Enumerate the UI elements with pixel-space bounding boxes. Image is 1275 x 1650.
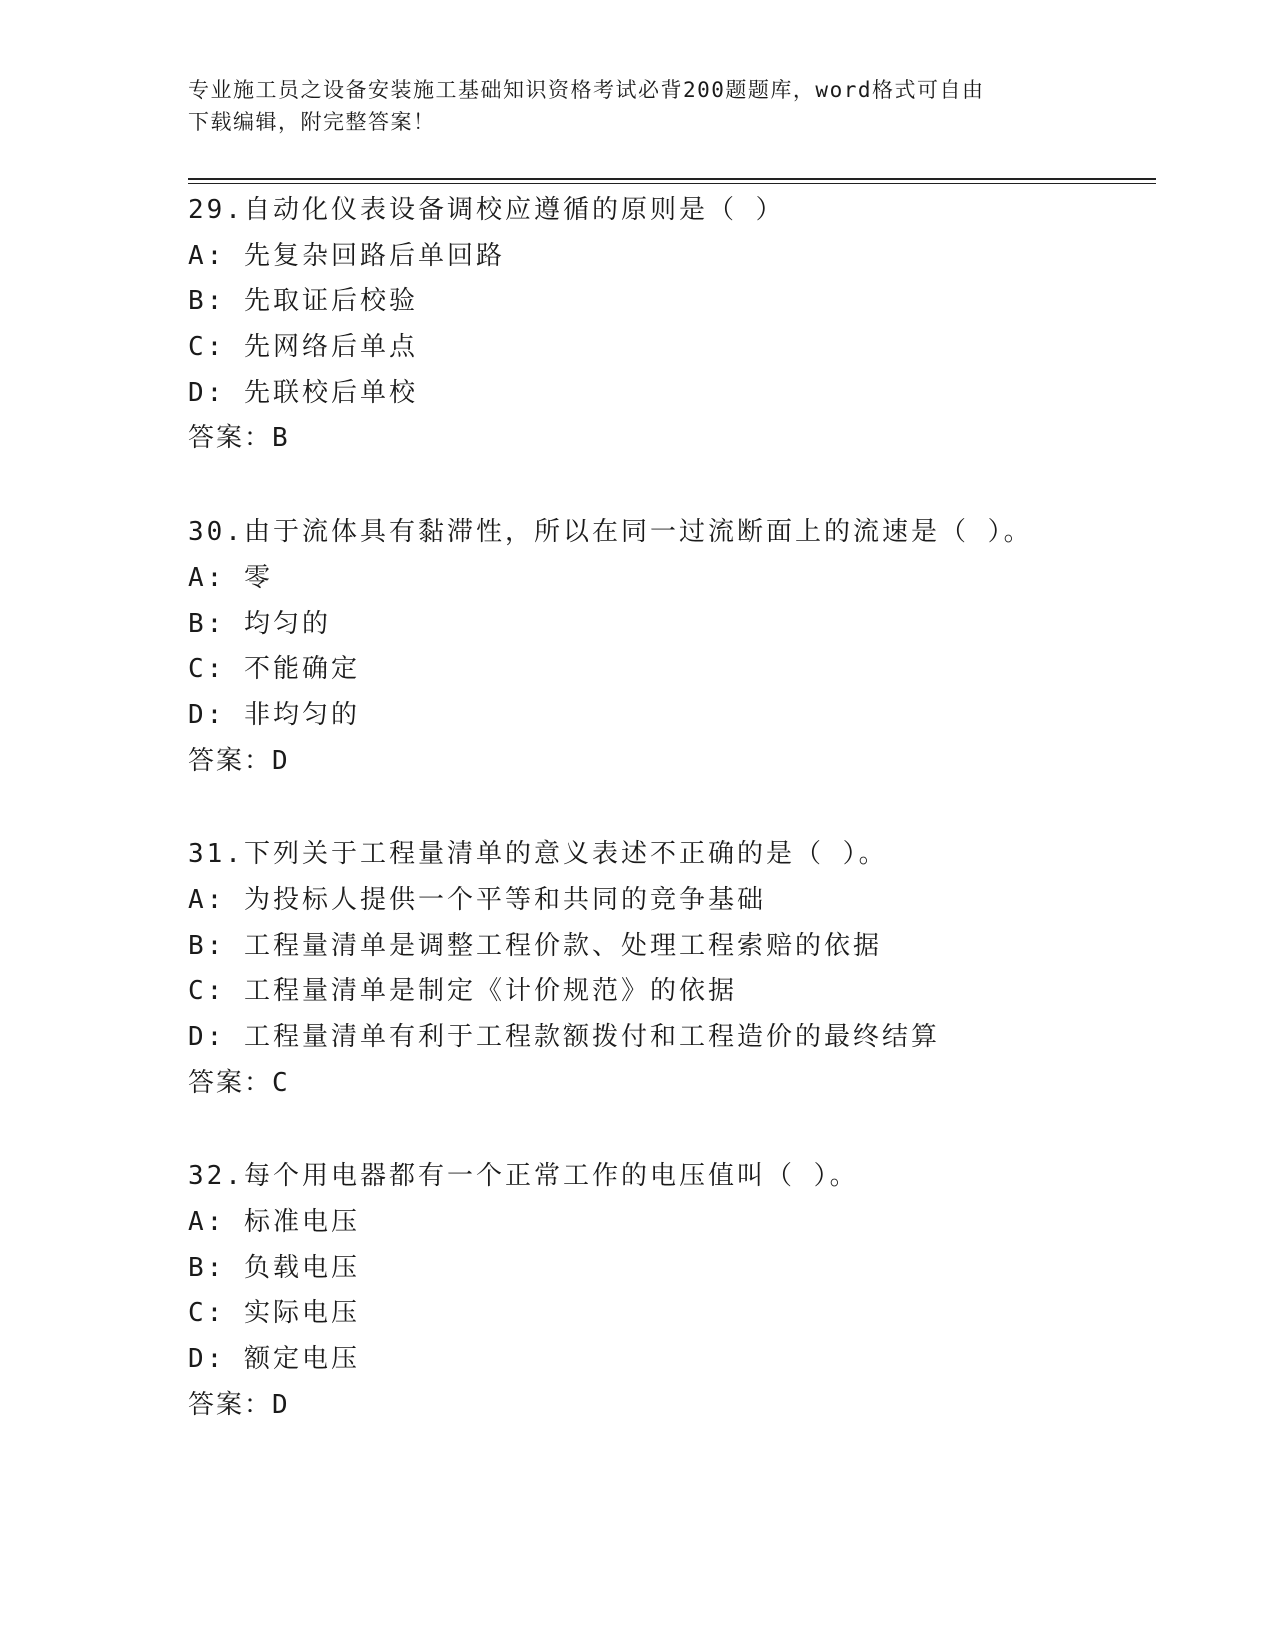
- question-29: [188, 188, 1148, 462]
- option-c: C: 不能确定: [188, 654, 360, 685]
- option-a: A: 为投标人提供一个平等和共同的竞争基础: [188, 884, 766, 915]
- option-b: B: 负载电压: [188, 1252, 360, 1283]
- option-a: A: 零: [188, 562, 273, 593]
- header-line-2: 下载编辑，附完整答案！: [188, 110, 436, 134]
- option-b: B: 先取证后校验: [188, 286, 418, 317]
- option-c: C: 工程量清单是制定《计价规范》的依据: [188, 976, 737, 1007]
- question-stem: 31.下列关于工程量清单的意义表述不正确的是（ ）。: [188, 839, 888, 870]
- option-d: D: 额定电压: [188, 1344, 360, 1375]
- question-31: [188, 832, 1148, 1106]
- option-c: C: 实际电压: [188, 1298, 360, 1329]
- header-divider-thick: [188, 178, 1156, 180]
- header-divider-thin: [188, 183, 1156, 184]
- header-line-1: 专业施工员之设备安装施工基础知识资格考试必背200题题库，word格式可自由: [188, 78, 985, 102]
- option-d: D: 工程量清单有利于工程款额拨付和工程造价的最终结算: [188, 1022, 940, 1052]
- question-stem: 29.自动化仪表设备调校应遵循的原则是（ ）: [188, 195, 785, 225]
- answer-line: 答案：D: [188, 1389, 290, 1420]
- option-b: B: 工程量清单是调整工程价款、处理工程索赔的依据: [188, 930, 882, 961]
- question-list: [188, 188, 1148, 1477]
- answer-line: 答案：C: [188, 1067, 290, 1098]
- document-header: [188, 74, 1088, 138]
- option-c: C: 先网络后单点: [188, 332, 418, 363]
- question-30: [188, 510, 1148, 784]
- option-d: D: 先联校后单校: [188, 377, 418, 408]
- question-32: [188, 1154, 1148, 1428]
- option-a: A: 标准电压: [188, 1207, 360, 1238]
- question-stem: 30.由于流体具有黏滞性，所以在同一过流断面上的流速是（ ）。: [188, 517, 1033, 548]
- option-a: A: 先复杂回路后单回路: [188, 240, 505, 271]
- option-b: B: 均匀的: [188, 608, 331, 639]
- answer-line: 答案：D: [188, 745, 290, 776]
- option-d: D: 非均匀的: [188, 699, 360, 730]
- answer-line: 答案：B: [188, 423, 290, 454]
- question-stem: 32.每个用电器都有一个正常工作的电压值叫（ ）。: [188, 1161, 859, 1192]
